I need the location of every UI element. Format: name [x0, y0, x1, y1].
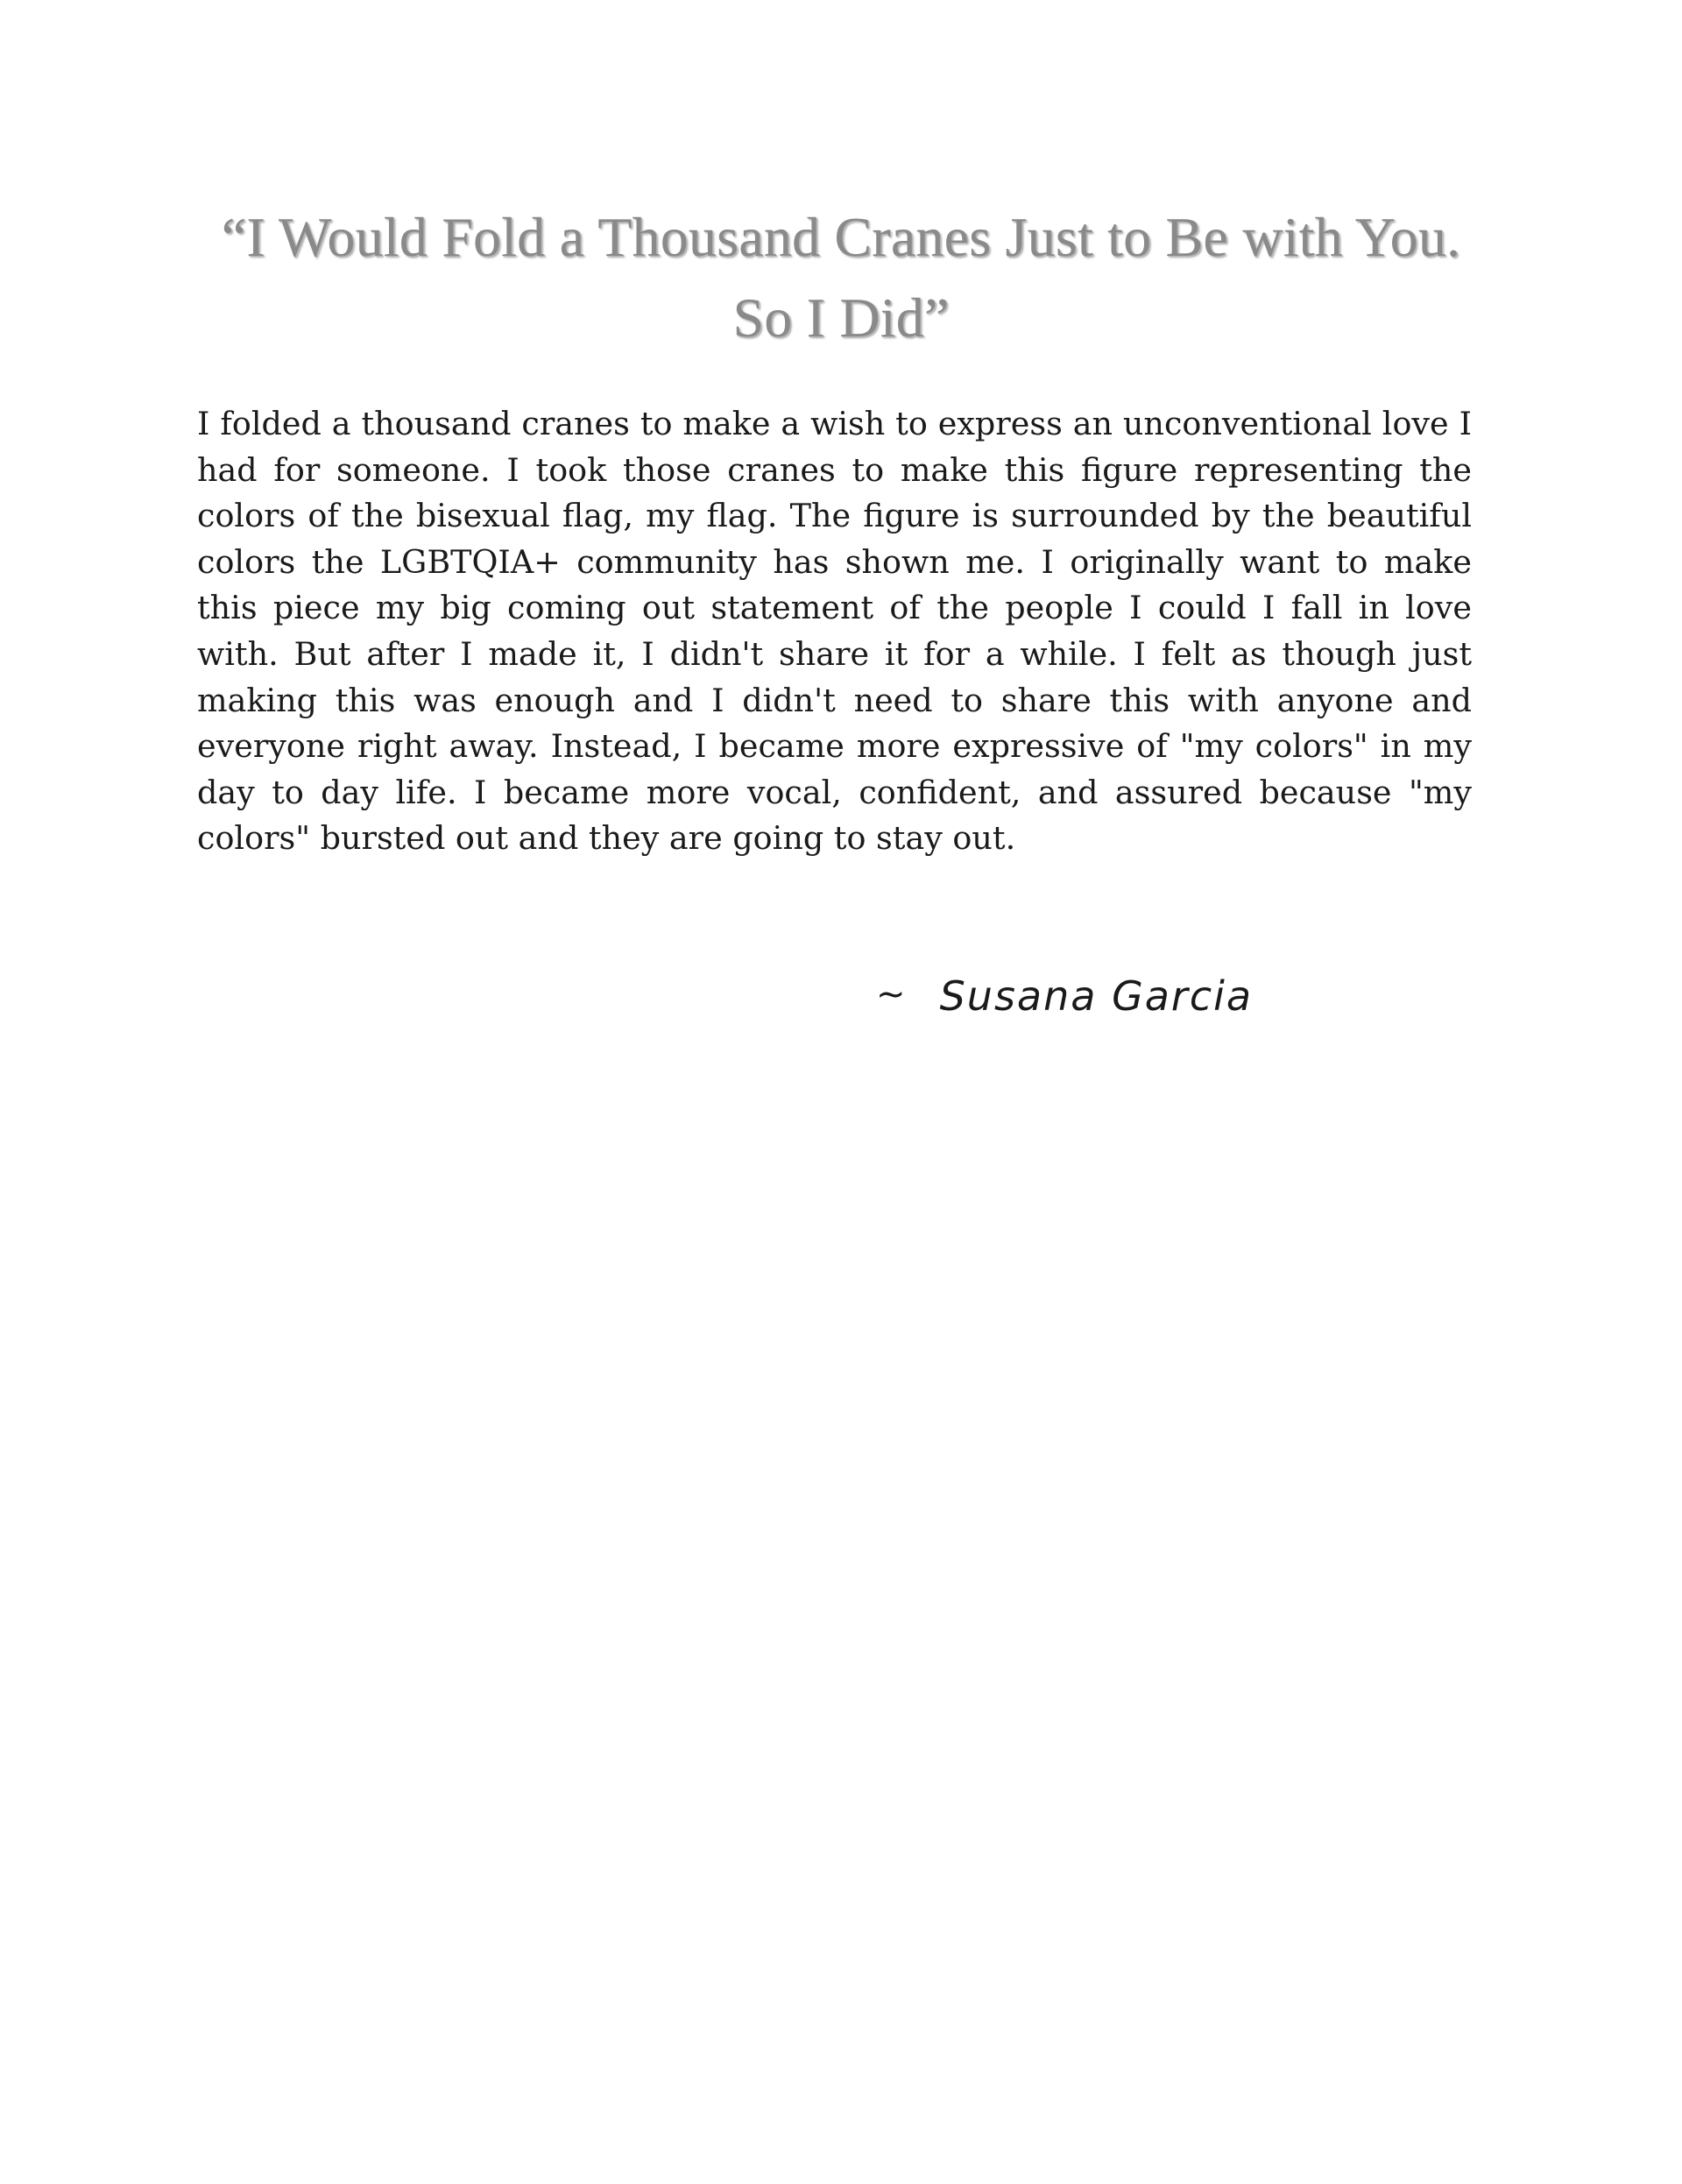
body-paragraph: I folded a thousand cranes to make a wish to express an unconventional love I had for someone. I took those cranes to make this figure representing the colors of the bisexual flag, my flag. The figure is surrounded by the beautiful colors the LGBTQIA+ community has shown me. I originally want to make this piece my big coming out statement of the people I could I fall in love with. But after I made it, I didn't share it for a while. I felt as though just making this was enough and I didn't need to share this with anyone and everyone right away. Instead, I became more expressive of "my colors" in my day to day life. I became more vocal, confident, and assured because "my colors" bursted out and they are going to stay out.: [197, 405, 1472, 858]
signature-dash: ~: [876, 974, 906, 1014]
signature-line: [876, 972, 1253, 1043]
signature-name: Susana Garcia: [939, 972, 1254, 1020]
document-title: “I Would Fold a Thousand Cranes Just to Be with You. So I Did”: [221, 206, 1461, 349]
